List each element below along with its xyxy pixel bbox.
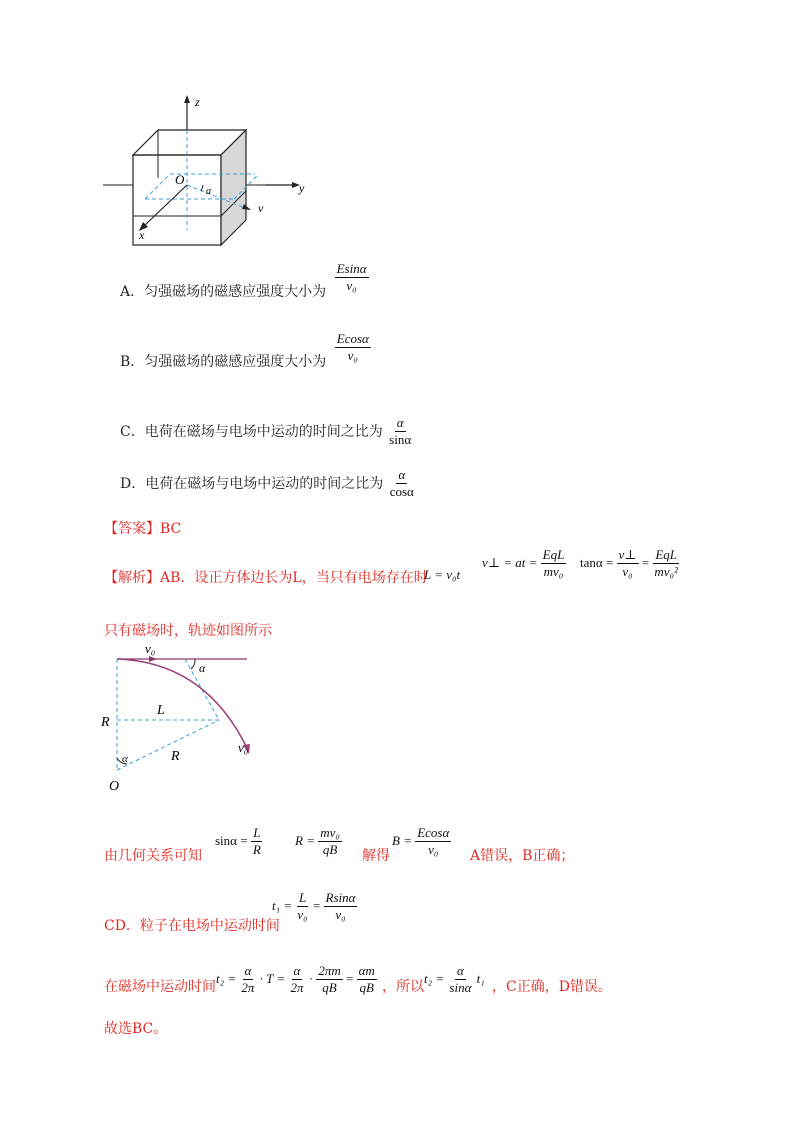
- so-text: ，所以: [382, 979, 424, 995]
- eq-t2-f1-num: α: [243, 964, 254, 980]
- option-a-denominator: v₀: [346, 278, 357, 294]
- option-a-fraction: [335, 262, 369, 294]
- option-b-denominator: v₀: [347, 348, 358, 364]
- eq-relation: [424, 964, 485, 996]
- eq-sin-den: R: [252, 842, 261, 858]
- option-d-fraction: [388, 468, 416, 500]
- eq-radius-num: mv₀: [318, 826, 342, 842]
- eq-vperp-lhs: v⊥ = at =: [482, 554, 538, 570]
- analysis-line-2: 只有磁场时，轨迹如图所示: [104, 623, 272, 639]
- final-choice: 故选BC。: [104, 1021, 168, 1037]
- eq-t2-mid: · T =: [259, 970, 286, 986]
- answer-line: [104, 518, 181, 538]
- trajectory-figure: [95, 640, 265, 800]
- option-d-denominator: cosα: [389, 484, 414, 500]
- verdict-ab: A错误，B正确；: [470, 848, 575, 864]
- r-diag-label: R: [171, 749, 180, 764]
- l-label: L: [157, 703, 165, 718]
- eq-t2-fraction-4: [357, 964, 377, 996]
- x-axis-label: x: [139, 228, 145, 242]
- eq-tan-fraction-2: [652, 548, 680, 580]
- eq-t2-f2-den: 2π: [290, 980, 304, 996]
- eq-t1-num2: Rsinα: [324, 891, 358, 907]
- eq-t2-fraction-3: [316, 964, 342, 996]
- eq-relation-num: α: [455, 964, 466, 980]
- option-b-numerator: Ecosα: [335, 332, 371, 348]
- velocity-label: v: [258, 201, 264, 215]
- center-o-label: O: [109, 779, 120, 794]
- analysis-label: 【解析】: [104, 570, 160, 586]
- eq-sin-fraction: [251, 826, 263, 858]
- angle-label: α: [206, 186, 212, 197]
- eq-t2-f3-num: 2πm: [316, 964, 342, 980]
- cube-right-face: [221, 130, 246, 245]
- eq-b: [392, 826, 451, 858]
- alpha-bottom-label: α: [122, 753, 128, 765]
- eq-t2-fraction-1: [239, 964, 256, 996]
- origin-label: O: [175, 172, 185, 187]
- option-c-text: C．电荷在磁场与电场中运动的时间之比为: [120, 423, 383, 440]
- eq-radius-lhs: R =: [295, 832, 315, 848]
- analysis-line-3: 由几何关系可知: [104, 848, 202, 864]
- r-left-label: R: [101, 715, 110, 730]
- eq-length: L = v₀t: [424, 567, 461, 582]
- option-b-fraction: [335, 332, 371, 364]
- eq-relation-fraction: [447, 964, 473, 996]
- eq-t1-lhs: t₁ =: [272, 897, 293, 913]
- solve-text: 解得: [362, 848, 390, 864]
- analysis-line-4: CD．粒子在电场中运动时间: [104, 918, 280, 934]
- cube-axes-figure: [95, 90, 325, 260]
- option-a-text: A．匀强磁场的磁感应强度大小为: [120, 283, 327, 300]
- option-d-numerator: α: [396, 468, 407, 484]
- answer-label: 【答案】: [104, 521, 160, 537]
- option-c-denominator: sinα: [389, 432, 412, 448]
- eq-tan-lhs: tanα =: [580, 554, 614, 570]
- verdict-cd: ，C正确，D错误。: [492, 979, 612, 995]
- eq-t1-fraction-1: [295, 891, 309, 923]
- eq-relation-rhs: t₁: [476, 970, 485, 986]
- eq-relation-lhs: t₂ =: [424, 970, 445, 986]
- eq-vperp-den: mv₀: [543, 564, 564, 580]
- alpha-top-label: α: [199, 661, 206, 675]
- eq-t2-f4-den: qB: [359, 980, 374, 996]
- eq-t1: t₁ = $\frac{L}{\text{v₀}}$ = $\frac{Rsin\alpha}{\text{v₀}}$: [272, 890, 356, 923]
- eq-tan-den2: mv₀²: [654, 564, 678, 580]
- eq-t1-den1: v₀: [297, 907, 308, 923]
- eq-tan-num1: v⊥: [617, 548, 639, 564]
- option-c-numerator: α: [395, 416, 406, 432]
- eq-b-lhs: B =: [392, 832, 412, 848]
- eq-sin: [215, 826, 263, 858]
- analysis-line-1: [104, 567, 428, 587]
- eq-b-fraction: [415, 826, 451, 858]
- eq-tan-den1: v₀: [622, 564, 633, 580]
- eq-radius-den: qB: [322, 842, 338, 858]
- cube-front-face: [133, 155, 221, 245]
- eq-t2-f2-num: α: [292, 964, 303, 980]
- eq-vperp: [482, 548, 566, 580]
- analysis-line-5: 在磁场中运动时间: [104, 979, 216, 995]
- eq-sin-lhs: sinα =: [215, 832, 248, 848]
- eq-t2-f3-den: qB: [322, 980, 337, 996]
- eq-relation-den: sinα: [449, 980, 472, 996]
- eq-t2-f1-den: 2π: [241, 980, 255, 996]
- eq-b-num: Ecosα: [415, 826, 451, 842]
- eq-tan-num2: EqL: [653, 548, 679, 564]
- eq-tan-fraction-1: [617, 548, 639, 580]
- eq-t2: t₂ = $\frac{\alpha}{2\pi}$ · T = $\frac{\alpha}{2\pi}$ · $\frac{2\pi m}{qB}$ = $\frac{\alpha m}{qB}$: [216, 963, 375, 996]
- eq-t1-num1: L: [297, 891, 308, 907]
- y-axis-label: y: [299, 181, 305, 195]
- answer-value: BC: [160, 521, 182, 537]
- option-b-text: B．匀强磁场的磁感应强度大小为: [120, 353, 327, 370]
- eq-t1-fraction-2: [324, 891, 358, 923]
- eq-b-den: v₀: [428, 842, 439, 858]
- eq-t2-fraction-2: [288, 964, 305, 996]
- eq-radius-fraction: [318, 826, 342, 858]
- eq-radius: [295, 826, 342, 858]
- option-a-numerator: Esinα: [335, 262, 369, 278]
- eq-vperp-num: EqL: [541, 548, 567, 564]
- eq-t2-lhs: t₂ =: [216, 970, 237, 986]
- v0-right-label: v₀: [238, 740, 249, 755]
- eq-vperp-fraction: [541, 548, 567, 580]
- option-c: [120, 416, 413, 448]
- eq-sin-num: L: [251, 826, 262, 842]
- option-c-fraction: [387, 416, 413, 448]
- analysis-text-1: AB．设正方体边长为L，当只有电场存在时: [160, 570, 428, 586]
- eq-tan: tanα = $\frac{v\perp}{\text{v₀}}$ = $\frac{\text{EqL}}{\text{mv₀²}}$: [580, 547, 678, 580]
- z-axis-label: z: [195, 95, 200, 109]
- option-d: [120, 468, 416, 500]
- eq-t1-den2: v₀: [335, 907, 346, 923]
- option-d-text: D．电荷在磁场与电场中运动的时间之比为: [120, 475, 384, 492]
- v0-top-label: v₀: [145, 641, 156, 656]
- eq-t2-f4-num: αm: [357, 964, 377, 980]
